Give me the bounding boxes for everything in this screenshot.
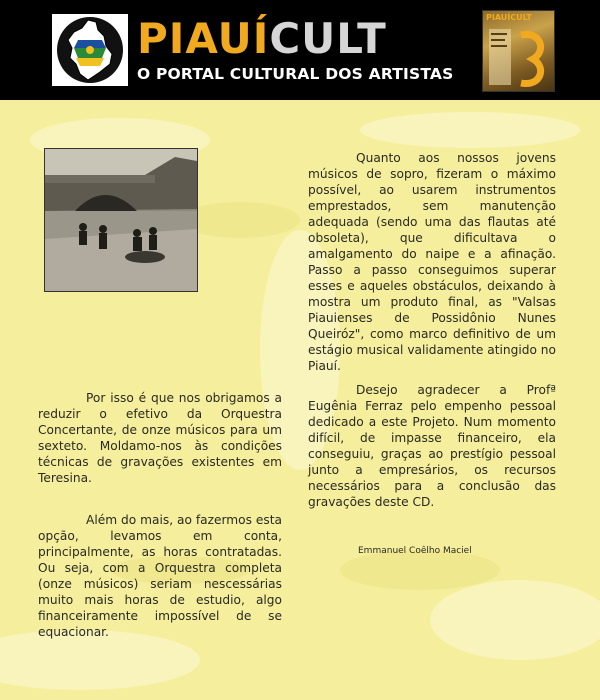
paragraph-text: Desejo agradecer a Profª Eugênia Ferraz pelo empenho pessoal dedicado a este Projeto. Num momento difícil, de impasse financeiro, ela conseguiu, graças ao prestígio pessoal junto a empresários, os recursos necessários para a conclusão das gravações deste CD. (308, 383, 556, 509)
cd-thumb-brand: PIAUÍCULT (486, 13, 532, 22)
piaui-map-logo-icon[interactable] (52, 14, 128, 86)
brand-piaui-text: PIAUÍ (137, 14, 270, 63)
author-signature: Emmanuel Coêlho Maciel (358, 546, 472, 556)
site-header (0, 0, 600, 100)
article-page (0, 100, 600, 700)
paragraph-text: Além do mais, ao fazermos esta opção, levamos em conta, principalmente, as horas contratadas. Ou seja, com a Orquestra completa (onze músicos) seriam nescessárias muito mais horas de estudio, algo financeiramente impossível de se equacionar. (38, 513, 282, 639)
bridge-photo-image (45, 149, 197, 291)
cd-cover-thumbnail[interactable] (482, 10, 555, 92)
cd-cover-art-icon (483, 23, 554, 91)
brand-cult-text: CULT (269, 14, 387, 63)
paragraph-thanks (308, 382, 556, 510)
paragraph-reduce-orchestra (38, 390, 282, 486)
tagline: O PORTAL CULTURAL DOS ARTISTAS (137, 65, 454, 83)
brand-logo[interactable] (137, 14, 387, 64)
paragraph-besides (38, 512, 282, 640)
paragraph-text: Por isso é que nos obrigamos a reduzir o efetivo da Orquestra Concertante, de onze músicos para um sexteto. Moldamo-nos às condições técnicas de gravações existentes em Teresina. (38, 391, 282, 485)
historic-photo (44, 148, 198, 292)
paragraph-text: Quanto aos nossos jovens músicos de sopro, fizeram o máximo possível, ao usarem instrumentos emprestados, sem manutenção adequada (sendo uma das flautas até obsoleta), que dificultava o amalgamento do naipe e a afinação. Passo a passo conseguimos superar esses e aqueles obstáculos, deixando à mostra um produto final, as "Valsas Piauienses de Possidônio Nunes Queiróz", como marco definitivo de um estágio musical validamente atingido no Piauí. (308, 151, 556, 373)
paragraph-young-musicians (308, 150, 556, 374)
